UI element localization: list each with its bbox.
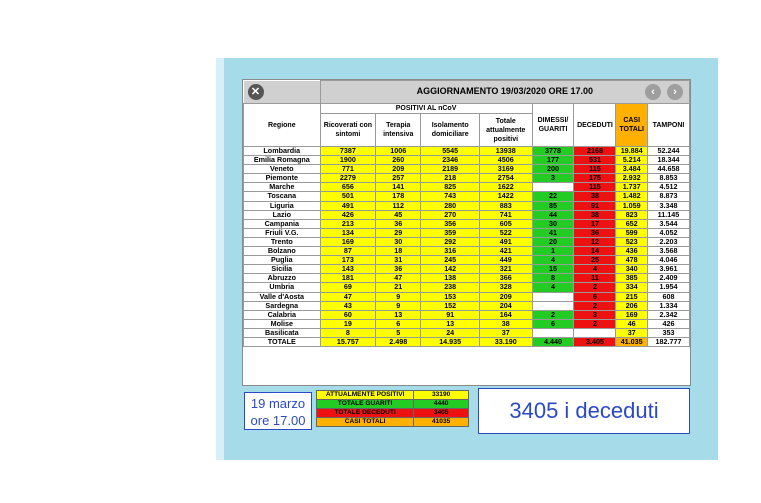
- dimessi-value: 1: [532, 247, 574, 256]
- tamponi-value: 4.512: [647, 183, 689, 192]
- tamponi-value: 2.342: [647, 310, 689, 319]
- terapia-value: 257: [376, 174, 421, 183]
- totale-positivi-value: 37: [480, 328, 532, 337]
- col-casi-totali: CASI TOTALI: [616, 104, 647, 147]
- terapia-value: 260: [376, 156, 421, 165]
- dimessi-value: 44: [532, 210, 574, 219]
- deceduti-value: 12: [574, 237, 616, 246]
- casi-totali-value: 5.214: [616, 156, 647, 165]
- terapia-value: 18: [376, 247, 421, 256]
- totale-positivi-value: 13938: [480, 147, 532, 156]
- ricoverati-value: 19: [320, 319, 376, 328]
- tamponi-value: 2.203: [647, 237, 689, 246]
- tamponi-value: 3.348: [647, 201, 689, 210]
- terapia-value: 9: [376, 292, 421, 301]
- region-name: Basilicata: [244, 328, 321, 337]
- region-name: Liguria: [244, 201, 321, 210]
- ricoverati-value: 134: [320, 228, 376, 237]
- summary-value: 41035: [414, 418, 469, 427]
- totale-positivi-value: 321: [480, 265, 532, 274]
- ricoverati-value: 426: [320, 210, 376, 219]
- table-row: [244, 310, 690, 319]
- totale-positivi-value: 38: [480, 319, 532, 328]
- region-name: Calabria: [244, 310, 321, 319]
- totale-positivi-value: 522: [480, 228, 532, 237]
- tamponi-value: 8.853: [647, 174, 689, 183]
- isolamento-value: 5545: [421, 147, 480, 156]
- totals-deceduti: 3.405: [574, 337, 616, 346]
- table-row: [244, 201, 690, 210]
- dimessi-value: [532, 183, 574, 192]
- casi-totali-value: 340: [616, 265, 647, 274]
- deceduti-value: 25: [574, 256, 616, 265]
- summary-row: [317, 391, 469, 400]
- summary-label: ATTUALMENTE POSITIVI: [317, 391, 414, 400]
- casi-totali-value: 1.482: [616, 192, 647, 201]
- ricoverati-value: 169: [320, 237, 376, 246]
- update-title: AGGIORNAMENTO 19/03/2020 ORE 17.00: [416, 86, 593, 96]
- isolamento-value: 142: [421, 265, 480, 274]
- deceduti-value: 2: [574, 319, 616, 328]
- col-deceduti: DECEDUTI: [574, 104, 616, 147]
- summary-row: [317, 418, 469, 427]
- terapia-value: 21: [376, 283, 421, 292]
- region-name: Umbria: [244, 283, 321, 292]
- col-positivi-group: POSITIVI AL nCoV: [320, 104, 532, 114]
- deceduti-value: 4: [574, 265, 616, 274]
- region-name: Piemonte: [244, 174, 321, 183]
- totals-row: [244, 337, 690, 346]
- ricoverati-value: 7387: [320, 147, 376, 156]
- terapia-value: 5: [376, 328, 421, 337]
- casi-totali-value: 215: [616, 292, 647, 301]
- table-row: [244, 147, 690, 156]
- terapia-value: 13: [376, 310, 421, 319]
- col-region: Regione: [244, 104, 321, 147]
- tamponi-value: 2.409: [647, 274, 689, 283]
- totale-positivi-value: 449: [480, 256, 532, 265]
- deceduti-value: 38: [574, 192, 616, 201]
- covid-data-table-panel: [242, 79, 691, 386]
- tamponi-value: 44.658: [647, 165, 689, 174]
- col-tamponi: TAMPONI: [647, 104, 689, 147]
- region-name: Molise: [244, 319, 321, 328]
- ricoverati-value: 8: [320, 328, 376, 337]
- summary-row: [317, 400, 469, 409]
- totals-terapia: 2.498: [376, 337, 421, 346]
- ricoverati-value: 181: [320, 274, 376, 283]
- casi-totali-value: 46: [616, 319, 647, 328]
- deaths-headline: 3405 i deceduti: [478, 388, 690, 434]
- region-name: Sardegna: [244, 301, 321, 310]
- dimessi-value: [532, 292, 574, 301]
- casi-totali-value: 19.884: [616, 147, 647, 156]
- ricoverati-value: 1900: [320, 156, 376, 165]
- totals-dimessi: 4.440: [532, 337, 574, 346]
- dimessi-value: 200: [532, 165, 574, 174]
- totals-ricoverati: 15.757: [320, 337, 376, 346]
- date-line: 19 marzo: [250, 396, 306, 411]
- table-row: [244, 165, 690, 174]
- deceduti-value: 2: [574, 301, 616, 310]
- col-totale-positivi: Totale attualmente positivi: [480, 114, 532, 147]
- deceduti-value: 115: [574, 183, 616, 192]
- totale-positivi-value: 1622: [480, 183, 532, 192]
- tamponi-value: 1.954: [647, 283, 689, 292]
- table-row: [244, 219, 690, 228]
- tamponi-value: 4.046: [647, 256, 689, 265]
- col-dimessi: DIMESSI/ GUARITI: [532, 104, 574, 147]
- region-table: [243, 80, 690, 347]
- isolamento-value: 270: [421, 210, 480, 219]
- totale-positivi-value: 883: [480, 201, 532, 210]
- ricoverati-value: 2279: [320, 174, 376, 183]
- terapia-value: 36: [376, 265, 421, 274]
- table-row: [244, 237, 690, 246]
- totals-label: TOTALE: [244, 337, 321, 346]
- close-icon[interactable]: ✕: [248, 84, 264, 100]
- terapia-value: 209: [376, 165, 421, 174]
- isolamento-value: 316: [421, 247, 480, 256]
- table-row: [244, 192, 690, 201]
- tamponi-value: 3.961: [647, 265, 689, 274]
- deceduti-value: 17: [574, 219, 616, 228]
- dimessi-value: 41: [532, 228, 574, 237]
- tamponi-value: 52.244: [647, 147, 689, 156]
- ricoverati-value: 69: [320, 283, 376, 292]
- isolamento-value: 152: [421, 301, 480, 310]
- totale-positivi-value: 204: [480, 301, 532, 310]
- totale-positivi-value: 3169: [480, 165, 532, 174]
- region-name: Valle d'Aosta: [244, 292, 321, 301]
- table-row: [244, 174, 690, 183]
- isolamento-value: 280: [421, 201, 480, 210]
- tamponi-value: 608: [647, 292, 689, 301]
- terapia-value: 112: [376, 201, 421, 210]
- isolamento-value: 356: [421, 219, 480, 228]
- table-row: [244, 301, 690, 310]
- region-name: Abruzzo: [244, 274, 321, 283]
- table-row: [244, 319, 690, 328]
- isolamento-value: 359: [421, 228, 480, 237]
- terapia-value: 9: [376, 301, 421, 310]
- casi-totali-value: 436: [616, 247, 647, 256]
- dimessi-value: 3: [532, 174, 574, 183]
- summary-box: [316, 390, 469, 427]
- dimessi-value: 85: [532, 201, 574, 210]
- chevron-left-icon[interactable]: ‹: [645, 84, 661, 100]
- isolamento-value: 13: [421, 319, 480, 328]
- deceduti-value: 36: [574, 228, 616, 237]
- totale-positivi-value: 366: [480, 274, 532, 283]
- table-row: [244, 283, 690, 292]
- summary-label: TOTALE DECEDUTI: [317, 409, 414, 418]
- ricoverati-value: 213: [320, 219, 376, 228]
- casi-totali-value: 37: [616, 328, 647, 337]
- isolamento-value: 825: [421, 183, 480, 192]
- totale-positivi-value: 605: [480, 219, 532, 228]
- summary-value: 33190: [414, 391, 469, 400]
- isolamento-value: 218: [421, 174, 480, 183]
- ricoverati-value: 501: [320, 192, 376, 201]
- dimessi-value: [532, 328, 574, 337]
- region-name: Puglia: [244, 256, 321, 265]
- table-row: [244, 328, 690, 337]
- tamponi-value: 426: [647, 319, 689, 328]
- ricoverati-value: 143: [320, 265, 376, 274]
- table-row: [244, 210, 690, 219]
- casi-totali-value: 1.059: [616, 201, 647, 210]
- ricoverati-value: 43: [320, 301, 376, 310]
- dimessi-value: 6: [532, 319, 574, 328]
- dimessi-value: [532, 301, 574, 310]
- isolamento-value: 245: [421, 256, 480, 265]
- region-name: Sicilia: [244, 265, 321, 274]
- table-row: [244, 228, 690, 237]
- deceduti-value: 38: [574, 210, 616, 219]
- totals-casi: 41.035: [616, 337, 647, 346]
- isolamento-value: 743: [421, 192, 480, 201]
- isolamento-value: 24: [421, 328, 480, 337]
- dimessi-value: 20: [532, 237, 574, 246]
- region-name: Veneto: [244, 165, 321, 174]
- terapia-value: 141: [376, 183, 421, 192]
- deceduti-value: 2168: [574, 147, 616, 156]
- dimessi-value: 177: [532, 156, 574, 165]
- totale-positivi-value: 209: [480, 292, 532, 301]
- table-row: [244, 256, 690, 265]
- casi-totali-value: 478: [616, 256, 647, 265]
- casi-totali-value: 1.737: [616, 183, 647, 192]
- col-ricoverati: Ricoverati con sintomi: [320, 114, 376, 147]
- tamponi-value: 353: [647, 328, 689, 337]
- terapia-value: 36: [376, 219, 421, 228]
- totale-positivi-value: 421: [480, 247, 532, 256]
- ricoverati-value: 771: [320, 165, 376, 174]
- dimessi-value: 15: [532, 265, 574, 274]
- table-row: [244, 265, 690, 274]
- tamponi-value: 3.544: [647, 219, 689, 228]
- region-name: Campania: [244, 219, 321, 228]
- chevron-right-icon[interactable]: ›: [667, 84, 683, 100]
- totals-isolamento: 14.935: [421, 337, 480, 346]
- casi-totali-value: 523: [616, 237, 647, 246]
- casi-totali-value: 169: [616, 310, 647, 319]
- ricoverati-value: 60: [320, 310, 376, 319]
- region-name: Toscana: [244, 192, 321, 201]
- casi-totali-value: 334: [616, 283, 647, 292]
- region-name: Bolzano: [244, 247, 321, 256]
- totale-positivi-value: 491: [480, 237, 532, 246]
- deceduti-value: 11: [574, 274, 616, 283]
- table-row: [244, 156, 690, 165]
- terapia-value: 30: [376, 237, 421, 246]
- region-name: Friuli V.G.: [244, 228, 321, 237]
- table-row: [244, 183, 690, 192]
- totale-positivi-value: 1422: [480, 192, 532, 201]
- summary-label: TOTALE GUARITI: [317, 400, 414, 409]
- casi-totali-value: 652: [616, 219, 647, 228]
- summary-label: CASI TOTALI: [317, 418, 414, 427]
- col-isolamento: Isolamento domiciliare: [421, 114, 480, 147]
- totale-positivi-value: 741: [480, 210, 532, 219]
- casi-totali-value: 823: [616, 210, 647, 219]
- region-name: Marche: [244, 183, 321, 192]
- deceduti-value: 531: [574, 156, 616, 165]
- totale-positivi-value: 4506: [480, 156, 532, 165]
- tamponi-value: 11.145: [647, 210, 689, 219]
- region-name: Lombardia: [244, 147, 321, 156]
- casi-totali-value: 2.932: [616, 174, 647, 183]
- title-bar: [320, 81, 689, 104]
- terapia-value: 29: [376, 228, 421, 237]
- table-row: [244, 274, 690, 283]
- isolamento-value: 153: [421, 292, 480, 301]
- table-body: [244, 147, 690, 347]
- totals-positivi: 33.190: [480, 337, 532, 346]
- deceduti-value: 2: [574, 283, 616, 292]
- terapia-value: 47: [376, 274, 421, 283]
- isolamento-value: 2346: [421, 156, 480, 165]
- terapia-value: 1006: [376, 147, 421, 156]
- casi-totali-value: 385: [616, 274, 647, 283]
- deceduti-value: 175: [574, 174, 616, 183]
- tamponi-value: 18.344: [647, 156, 689, 165]
- ricoverati-value: 491: [320, 201, 376, 210]
- summary-row: [317, 409, 469, 418]
- summary-table: [316, 390, 469, 427]
- dimessi-value: 4: [532, 283, 574, 292]
- time-line: ore 17.00: [250, 413, 306, 428]
- deceduti-value: [574, 328, 616, 337]
- deceduti-value: 3: [574, 310, 616, 319]
- date-box: [244, 392, 312, 430]
- casi-totali-value: 3.484: [616, 165, 647, 174]
- isolamento-value: 138: [421, 274, 480, 283]
- deceduti-value: 115: [574, 165, 616, 174]
- totals-tamponi: 182.777: [647, 337, 689, 346]
- ricoverati-value: 173: [320, 256, 376, 265]
- dimessi-value: 4: [532, 256, 574, 265]
- table-row: [244, 292, 690, 301]
- terapia-value: 31: [376, 256, 421, 265]
- terapia-value: 45: [376, 210, 421, 219]
- casi-totali-value: 599: [616, 228, 647, 237]
- deceduti-value: 6: [574, 292, 616, 301]
- tamponi-value: 4.052: [647, 228, 689, 237]
- frame-edge: [216, 58, 224, 460]
- casi-totali-value: 206: [616, 301, 647, 310]
- tamponi-value: 8.873: [647, 192, 689, 201]
- ricoverati-value: 47: [320, 292, 376, 301]
- totale-positivi-value: 328: [480, 283, 532, 292]
- table-row: [244, 247, 690, 256]
- region-name: Trento: [244, 237, 321, 246]
- dimessi-value: 30: [532, 219, 574, 228]
- dimessi-value: 3778: [532, 147, 574, 156]
- tamponi-value: 1.334: [647, 301, 689, 310]
- deceduti-value: 14: [574, 247, 616, 256]
- ricoverati-value: 656: [320, 183, 376, 192]
- terapia-value: 178: [376, 192, 421, 201]
- isolamento-value: 292: [421, 237, 480, 246]
- summary-value: 4440: [414, 400, 469, 409]
- totale-positivi-value: 164: [480, 310, 532, 319]
- dimessi-value: 8: [532, 274, 574, 283]
- deceduti-value: 91: [574, 201, 616, 210]
- isolamento-value: 2189: [421, 165, 480, 174]
- col-terapia: Terapia intensiva: [376, 114, 421, 147]
- ricoverati-value: 87: [320, 247, 376, 256]
- dimessi-value: 2: [532, 310, 574, 319]
- dimessi-value: 22: [532, 192, 574, 201]
- close-cell: [244, 81, 321, 104]
- totale-positivi-value: 2754: [480, 174, 532, 183]
- isolamento-value: 238: [421, 283, 480, 292]
- summary-value: 3405: [414, 409, 469, 418]
- region-name: Emilia Romagna: [244, 156, 321, 165]
- tamponi-value: 3.568: [647, 247, 689, 256]
- terapia-value: 6: [376, 319, 421, 328]
- region-name: Lazio: [244, 210, 321, 219]
- isolamento-value: 91: [421, 310, 480, 319]
